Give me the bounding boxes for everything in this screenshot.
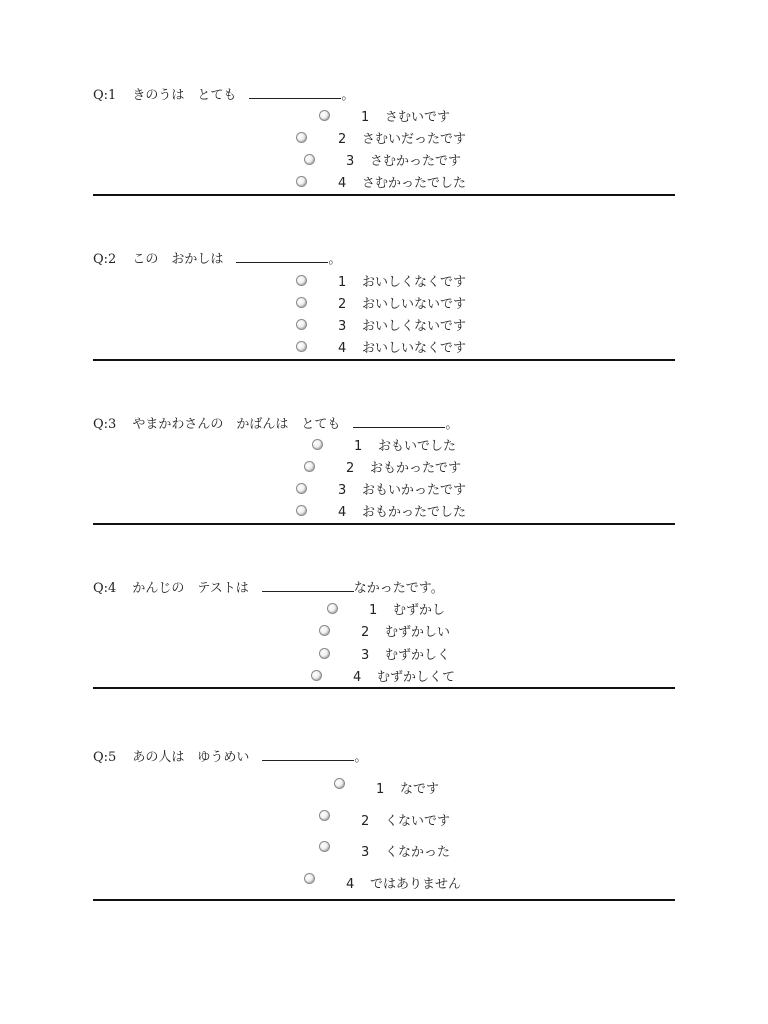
option-q2-4: 4 おいしいなくです (338, 341, 467, 356)
question-5 (93, 750, 367, 766)
radio-q4-option-3[interactable] (319, 648, 330, 659)
question-text: あの人は ゆうめい (132, 750, 263, 765)
radio-q1-option-4[interactable] (296, 176, 307, 187)
radio-q2-option-1[interactable] (296, 275, 307, 286)
question-3 (93, 417, 458, 433)
radio-q3-option-1[interactable] (312, 439, 323, 450)
question-text: かんじの テストは (132, 581, 262, 596)
radio-q1-option-2[interactable] (296, 132, 307, 143)
radio-q1-option-3[interactable] (304, 154, 315, 165)
radio-q4-option-4[interactable] (311, 670, 322, 681)
radio-q3-option-2[interactable] (304, 461, 315, 472)
question-number: Q:3 (93, 417, 117, 432)
question-divider (93, 194, 675, 196)
option-q5-4: 4 ではありません (346, 877, 462, 892)
question-2 (93, 252, 341, 268)
answer-blank (236, 262, 328, 263)
option-q2-1: 1 おいしくなくです (338, 275, 467, 290)
option-q1-2: 2 さむいだったです (338, 132, 467, 147)
radio-q1-option-1[interactable] (319, 110, 330, 121)
option-q4-2: 2 むずかしい (361, 625, 451, 640)
question-divider (93, 899, 675, 901)
question-divider (93, 523, 675, 525)
option-q5-2: 2 くないです (361, 814, 451, 829)
option-q5-1: 1 なです (376, 782, 440, 797)
question-suffix: 。 (328, 252, 342, 267)
radio-q3-option-4[interactable] (296, 505, 307, 516)
radio-q2-option-4[interactable] (296, 341, 307, 352)
question-suffix: なかったです。 (353, 581, 444, 596)
radio-q5-option-4[interactable] (304, 873, 315, 884)
radio-q4-option-1[interactable] (327, 603, 338, 614)
question-divider (93, 359, 675, 361)
question-suffix: 。 (354, 750, 368, 765)
radio-q3-option-3[interactable] (296, 483, 307, 494)
answer-blank (262, 760, 354, 761)
radio-q5-option-3[interactable] (319, 841, 330, 852)
radio-q5-option-1[interactable] (334, 778, 345, 789)
option-q3-3: 3 おもいかったです (338, 483, 467, 498)
question-text: やまかわさんの かばんは とても (132, 417, 354, 432)
option-q4-3: 3 むずかしく (361, 648, 451, 663)
question-number: Q:5 (93, 750, 117, 765)
answer-blank (353, 427, 445, 428)
question-suffix: 。 (341, 88, 355, 103)
radio-q5-option-2[interactable] (319, 810, 330, 821)
question-divider (93, 687, 675, 689)
question-1 (93, 88, 354, 104)
option-q3-2: 2 おもかったです (346, 461, 462, 476)
question-text: この おかしは (132, 252, 237, 267)
option-q2-3: 3 おいしくないです (338, 319, 467, 334)
option-q1-3: 3 さむかったです (346, 154, 462, 169)
question-suffix: 。 (445, 417, 459, 432)
question-number: Q:1 (93, 88, 117, 103)
option-q3-1: 1 おもいでした (354, 439, 457, 454)
option-q1-4: 4 さむかったでした (338, 176, 467, 191)
radio-q2-option-2[interactable] (296, 297, 307, 308)
question-number: Q:4 (93, 581, 117, 596)
answer-blank (262, 591, 354, 592)
question-4 (93, 581, 444, 597)
answer-blank (249, 98, 341, 99)
option-q4-1: 1 むずかし (369, 603, 446, 618)
option-q3-4: 4 おもかったでした (338, 505, 467, 520)
option-q4-4: 4 むずかしくて (353, 670, 456, 685)
question-number: Q:2 (93, 252, 117, 267)
option-q1-1: 1 さむいです (361, 110, 451, 125)
radio-q2-option-3[interactable] (296, 319, 307, 330)
question-text: きのうは とても (132, 88, 250, 103)
radio-q4-option-2[interactable] (319, 625, 330, 636)
option-q5-3: 3 くなかった (361, 845, 451, 860)
option-q2-2: 2 おいしいないです (338, 297, 467, 312)
